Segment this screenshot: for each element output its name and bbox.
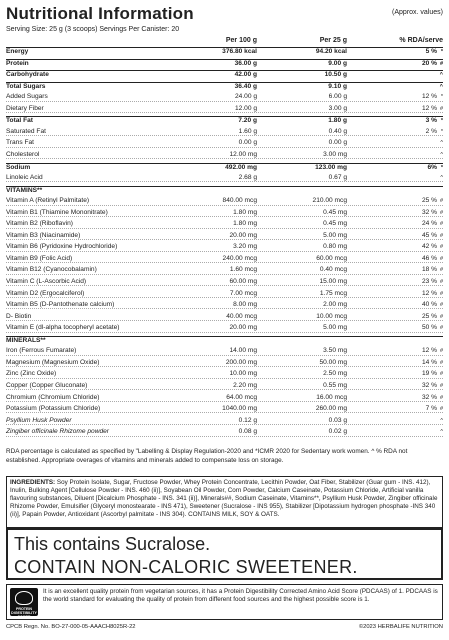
rda-value: 50 % [421,324,437,332]
nutrient-row [6,93,443,101]
per100-value: 60.00 mg [229,278,257,285]
per25-value: 5.00 mg [323,324,347,332]
nutrient-name: MINERALS** [6,336,46,344]
per100-value: 36.40 g [234,82,257,90]
column-headers [6,37,443,47]
nutrient-name: Total Fat [6,117,33,125]
nutrient-row [6,243,443,251]
nutrient-name: Potassium (Potassium Chloride) [6,405,101,413]
rda-value: 25 % [421,312,437,320]
rda-value: 23 % [421,278,437,285]
per25-value: 210.00 mcg [312,197,347,205]
nutrient-name: Total Sugars [6,82,46,90]
nutrient-name: Vitamin B6 (Pyridoxine Hydrochloride) [6,243,118,251]
nutrient-name: Vitamin B2 (Riboflavin) [6,220,73,228]
ingredients-text: Soy Protein Isolate, Sugar, Fructose Powder, Whey Protein Concentrate, Lecithin Powder, Oat Fiber, Stabilizer (Guar gum - INS. 412), Inulin, Bulking Agent [Cellulose Powder - INS. 460 (ii)], Soyabean Oil Powder, Corn Powder, Calcium Caseinate, Potassium Chloride, Artificial vanilla flavouring substances, Diluent [Dicalcium Phosphate - INS. 341 (ii)], Minerals##, Sodium Caseinate, Vitamins**, Psyllium Husk Powder, Zingiber officinale Rhizome Powder, Emulsifier (Glyceryl monostearate - INS 471), Sweetener (Sucralose - INS 955), Stabilizer [Dipotassium hydrogen phosphate -INS 340 (ii)], Papain Powder, Antioxidant (Ascorbyl palmitate - INS 304). CONTAINS MILK, SOY & OATS. [10,479,438,519]
per25-value: 2.00 mg [323,301,347,309]
nutrient-name: Protein [6,59,29,67]
rda-marker: * [440,94,443,101]
rda-marker: ^ [440,429,443,436]
rda-marker: # [439,313,443,320]
nutrient-row [6,405,443,413]
per100-value: 376.80 kcal [222,48,257,55]
nutrient-row [6,266,443,274]
per100-value: 12.00 mg [229,150,257,158]
per25-value: 3.00 g [328,104,347,112]
nutrient-name: Saturated Fat [6,127,46,135]
rda-value: 2 % [425,127,437,135]
per100-value: 3.20 mg [233,243,257,251]
registration-number: CPCB Regn. No. BO-27-000-05-AAACH8025R-22 [6,624,136,630]
footer [6,624,443,634]
nutrient-name: Carbohydrate [6,71,49,79]
per25-value: 0.40 mcg [319,266,347,274]
nutrient-row [6,382,443,390]
per100-value: 64.00 mcg [226,393,257,401]
ingredients-box [6,476,443,528]
col-per25: Per 25 g [319,37,347,44]
nutrient-name: Vitamin D2 (Ergocalciferol) [6,289,85,297]
per100-value: 20.00 mg [229,324,257,332]
rda-marker: # [439,60,443,67]
per100-value: 7.20 g [238,117,257,125]
per100-value: 12.00 g [235,104,257,112]
rda-marker: # [439,325,443,332]
per100-value: 492.00 mg [225,163,257,171]
nutrient-row [6,394,443,402]
per100-value: 200.00 mg [225,358,257,366]
rda-value: 40 % [421,301,437,309]
nutrient-row [6,417,443,425]
rda-value: 7 % [425,405,437,413]
rda-marker: # [439,302,443,309]
rda-marker: ^ [440,151,443,158]
per25-value: 10.50 g [324,71,347,79]
per25-value: 16.00 mcg [316,393,347,401]
rda-marker: * [440,128,443,135]
rda-value: 12 % [421,347,437,355]
nutrient-row [6,220,443,228]
nutrient-row [6,116,443,124]
label-header [6,4,443,38]
nutrient-row [6,370,443,378]
rda-value: 5 % [425,48,437,55]
rda-marker: # [439,221,443,228]
rda-value: 12 % [421,93,437,101]
nutrient-name: Iron (Ferrous Fumarate) [6,347,77,355]
nutrient-row [6,278,443,286]
rda-value: 19 % [421,370,437,378]
nutrient-row [6,128,443,136]
sucralose-warning [6,528,443,580]
sweetener-line: CONTAIN NON-CALORIC SWEETENER. [14,557,358,577]
rda-marker: ^ [440,140,443,147]
rda-marker: * [440,164,443,171]
nutrient-row [6,324,443,332]
rda-value: 32 % [421,393,437,401]
rda-value: 32 % [421,381,437,389]
rda-marker: # [439,255,443,262]
nutrient-row [6,82,443,90]
per25-value: 0.02 g [328,428,347,436]
nutrient-row [6,313,443,321]
nutrient-row [6,347,443,355]
section-heading [6,336,443,344]
rda-marker: ^ [440,417,443,424]
nutrient-name: Vitamin E (dl-alpha tocopheryl acetate) [6,324,120,332]
nutrient-name: Psyllium Husk Powder [6,416,72,424]
nutrient-row [6,174,443,182]
serving-info: Serving Size: 25 g (3 scoops) Servings Per Canister: 20 [6,26,180,33]
rda-marker: # [439,359,443,366]
per100-value: 1.60 g [238,127,257,135]
nutrient-name: Dietary Fiber [6,104,44,112]
per25-value: 0.80 mg [323,243,347,251]
per100-value: 1.80 mg [233,208,257,216]
nutrient-name: Chromium (Chromium Chloride) [6,393,100,401]
nutrient-row [6,163,443,171]
nutrient-name: Sodium [6,163,31,171]
nutrient-row [6,70,443,78]
rda-value: 3 % [425,117,437,125]
per100-value: 20.00 mg [229,231,257,239]
rda-marker: # [439,105,443,112]
per100-value: 10.00 mg [229,370,257,378]
nutrient-name: D- Biotin [6,312,32,320]
per100-value: 40.00 mcg [226,312,257,320]
sucralose-line: This contains Sucralose. [14,534,211,554]
nutrient-name: Energy [6,48,29,55]
per100-value: 7.00 mcg [229,289,257,297]
rda-marker: # [439,290,443,297]
section-heading [6,186,443,194]
nutrient-name: VITAMINS** [6,186,43,194]
pdcaas-box [6,584,443,620]
per100-value: 8.00 mg [233,301,257,309]
rda-value: 42 % [421,243,437,251]
per25-value: 5.00 mg [323,231,347,239]
per25-value: 260.00 mg [315,405,347,413]
rda-marker: # [439,244,443,251]
per25-value: 60.00 mcg [316,254,347,262]
nutrient-row [6,359,443,367]
protein-score-logo-text: PROTEIN DIGESTIBILITY SCORE [11,607,37,619]
nutrient-name: Cholesterol [6,150,40,158]
rda-marker: # [439,371,443,378]
per25-value: 0.00 g [328,139,347,147]
nutrient-row [6,232,443,240]
rda-value: 20 % [421,59,437,67]
per100-value: 240.00 mcg [222,254,257,262]
nutrient-row [6,209,443,217]
nutrient-name: Zinc (Zinc Oxide) [6,370,57,378]
per25-value: 0.03 g [328,416,347,424]
protein-score-icon [10,588,38,619]
rda-value: 45 % [421,231,437,239]
copyright: ©2023 HERBALIFE NUTRITION [358,624,443,630]
per25-value: 9.10 g [328,82,347,90]
rda-value: 14 % [421,358,437,366]
nutrient-name: Copper (Copper Gluconate) [6,381,88,389]
per25-value: 10.00 mcg [316,312,347,320]
per25-value: 15.00 mg [319,278,347,285]
nutrient-row [6,255,443,263]
pdcaas-text: It is an excellent quality protein from vegetarian sources, it has a Protein Digestibility Corrected Amino Acid Score (PDCAAS) of 1. PDCAAS is the world standard for evaluating the quality of protein from different food sources and the highest possible score is 1. [43,588,438,603]
nutrient-row [6,151,443,159]
nutrient-row [6,139,443,147]
per25-value: 2.50 mg [323,370,347,378]
rda-marker: # [439,198,443,205]
per25-value: 3.50 mg [323,347,347,355]
rda-marker: # [439,394,443,401]
per25-value: 1.75 mcg [319,289,347,297]
rda-value: 46 % [421,254,437,262]
per25-value: 9.00 g [328,59,347,67]
per100-value: 1040.00 mg [222,405,257,413]
nutrient-name: Zingiber officinale Rhizome powder [6,428,109,436]
nutrient-name: Vitamin B1 (Thiamine Mononitrate) [6,208,108,216]
rda-value: 24 % [421,220,437,228]
per100-value: 42.00 g [234,71,257,79]
per25-value: 6.00 g [328,93,347,101]
per100-value: 840.00 mcg [222,197,257,205]
per100-value: 2.20 mg [233,381,257,389]
nutrient-row [6,290,443,298]
per100-value: 24.00 g [235,93,257,101]
per25-value: 1.80 g [328,117,347,125]
per100-value: 0.08 g [238,428,257,436]
nutrient-row [6,197,443,205]
rda-note: RDA percentage is calculated as specified by "Labelling & Display Regulation-2020 and *ICMR 2020 for Sedentary work women. ^ % RDA not established. Appropriate overages of vitamins and minerals added to compensate loss on storage. [6,448,408,464]
per100-value: 14.00 mg [229,347,257,355]
nutrient-row [6,105,443,113]
nutrient-name: Vitamin B3 (Niacinamide) [6,231,81,239]
per25-value: 50.00 mg [319,358,347,366]
nutrient-row [6,59,443,67]
rda-marker: # [439,267,443,274]
rda-marker: ^ [439,72,443,79]
per100-value: 0.12 g [238,416,257,424]
rda-marker: ^ [440,175,443,182]
per100-value: 1.80 mg [233,220,257,228]
per25-value: 123.00 mg [315,163,347,171]
rda-value: 25 % [421,197,437,205]
rda-marker: * [440,49,443,55]
rda-marker: # [439,348,443,355]
col-rda: % RDA/serve [399,37,443,44]
per25-value: 0.45 mg [323,208,347,216]
label-title: Nutritional Information [6,4,194,23]
rda-marker: # [439,279,443,285]
nutrient-name: Vitamin B9 (Folic Acid) [6,254,73,262]
rda-marker: # [439,382,443,389]
approx-note: (Approx. values) [392,9,443,16]
col-per100: Per 100 g [225,37,257,44]
per100-value: 0.00 g [238,139,257,147]
per25-value: 0.40 g [328,127,347,135]
nutrient-row [6,47,443,55]
per25-value: 3.00 mg [323,150,347,158]
rda-marker: ^ [439,83,443,90]
rda-marker: # [439,406,443,413]
ingredients-label: INGREDIENTS: [10,479,56,486]
rda-value: 6% [427,163,437,171]
nutrient-name: Trans Fat [6,139,34,147]
nutrient-name: Vitamin A (Retinyl Palmitate) [6,197,90,205]
rda-value: 12 % [421,289,437,297]
per25-value: 0.55 mg [323,381,347,389]
per100-value: 36.00 g [234,59,257,67]
nutrient-name: Vitamin B5 (D-Pantothenate calcium) [6,301,115,309]
rda-value: 12 % [421,104,437,112]
rda-value: 32 % [421,208,437,216]
nutrient-name: Vitamin B12 (Cyanocobalamin) [6,266,97,274]
nutrient-row [6,428,443,436]
per25-value: 94.20 kcal [315,48,347,55]
nutrient-name: Vitamin C (L-Ascorbic Acid) [6,278,87,285]
per100-value: 1.60 mcg [229,266,257,274]
nutrient-name: Added Sugars [6,93,48,101]
per25-value: 0.67 g [328,174,347,182]
rda-marker: # [439,209,443,216]
rda-marker: * [440,118,443,125]
nutrient-name: Linoleic Acid [6,174,43,182]
per100-value: 2.68 g [238,174,257,182]
nutrient-name: Magnesium (Magnesium Oxide) [6,358,100,366]
rda-value: 18 % [421,266,437,274]
per25-value: 0.45 mg [323,220,347,228]
rda-marker: # [439,232,443,239]
nutrient-row [6,301,443,309]
